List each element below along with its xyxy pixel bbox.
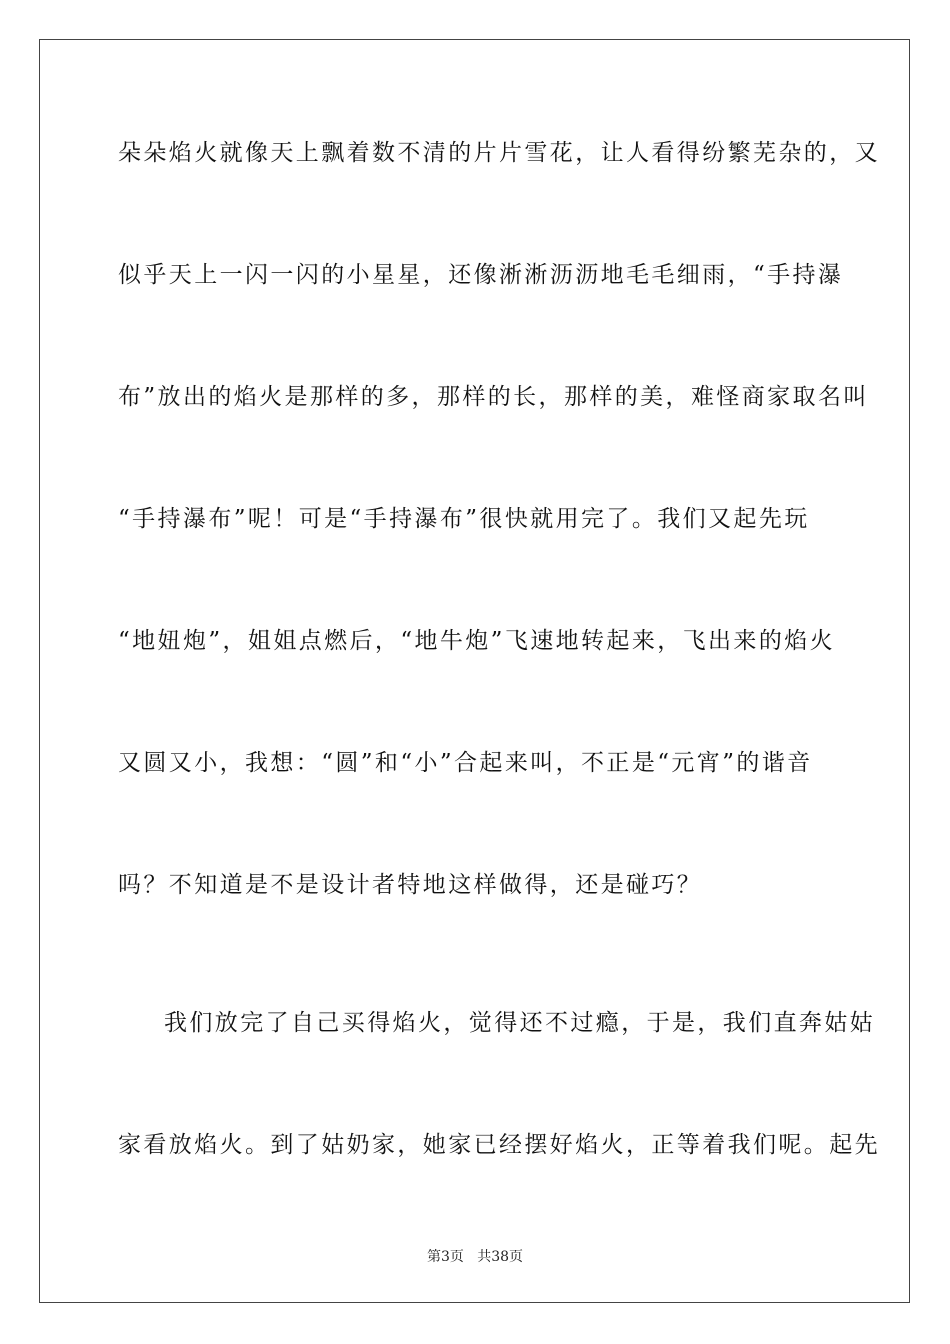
text-line: 家看放焰火。到了姑奶家，她家已经摆好焰火，正等着我们呢。起先 bbox=[118, 1132, 880, 1158]
text-line: 朵朵焰火就像天上飘着数不清的片片雪花，让人看得纷繁芜杂的，又 bbox=[118, 140, 880, 166]
text-line: 布”放出的焰火是那样的多，那样的长，那样的美，难怪商家取名叫 bbox=[118, 384, 869, 410]
text-line: “手持瀑布”呢！可是“手持瀑布”很快就用完了。我们又起先玩 bbox=[118, 506, 810, 532]
text-line: 又圆又小，我想：“圆”和“小”合起来叫，不正是“元宵”的谐音 bbox=[118, 750, 813, 776]
paragraph-first-line: 我们放完了自己买得焰火，觉得还不过瘾，于是，我们直奔姑姑 bbox=[164, 1010, 876, 1036]
page-number-footer: 第3页 共38页 bbox=[426, 1249, 524, 1265]
text-line: 似乎天上一闪一闪的小星星，还像淅淅沥沥地毛毛细雨，“手持瀑 bbox=[118, 262, 844, 288]
page-border bbox=[39, 39, 910, 1303]
text-line: 吗？不知道是不是设计者特地这样做得，还是碰巧？ bbox=[118, 872, 703, 898]
text-line: “地妞炮”，姐姐点燃后，“地牛炮”飞速地转起来，飞出来的焰火 bbox=[118, 628, 836, 654]
